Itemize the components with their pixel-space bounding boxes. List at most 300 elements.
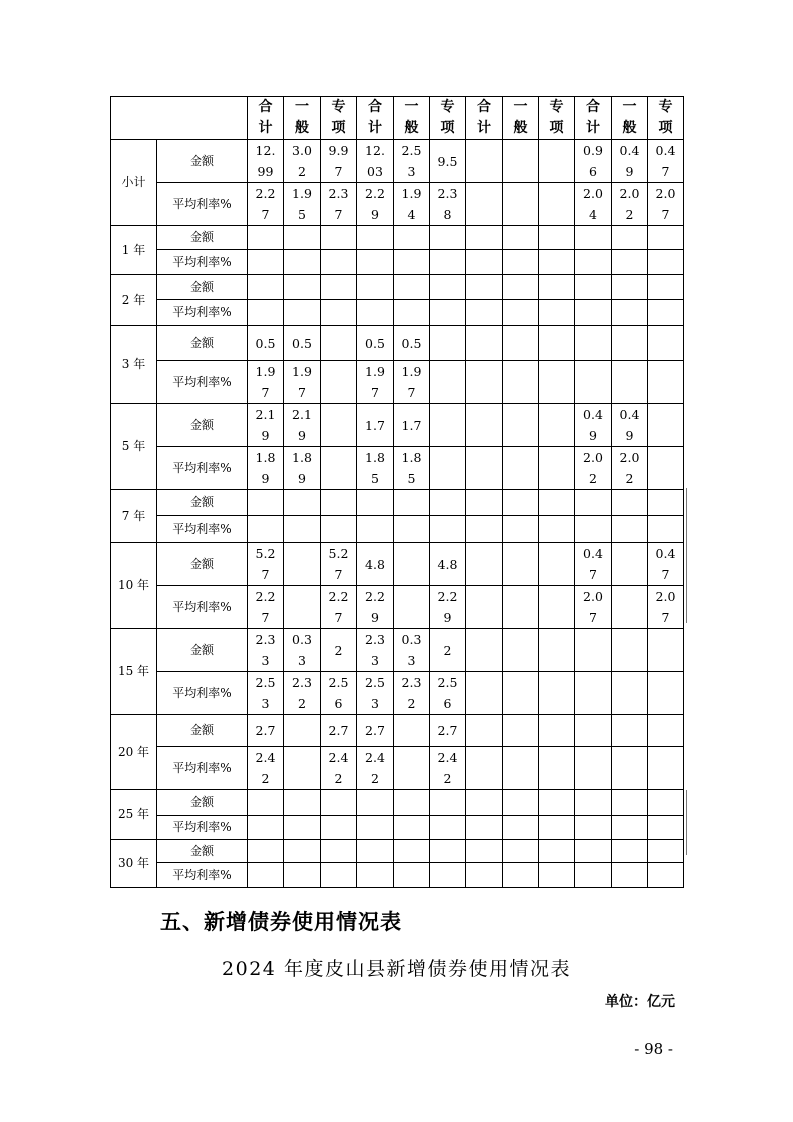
table-cell: [648, 490, 684, 516]
table-cell: [575, 672, 612, 715]
margin-line: [686, 790, 687, 855]
table-cell: 1.9 7: [357, 361, 394, 404]
table-row: [111, 361, 684, 404]
metric-label: 平均利率%: [157, 672, 248, 715]
table-cell: [539, 226, 575, 250]
table-row: [111, 447, 684, 490]
table-cell: 2.3 3: [248, 629, 284, 672]
table-row: [111, 183, 684, 226]
table-cell: [612, 840, 648, 863]
table-cell: 2.2 9: [430, 586, 466, 629]
table-cell: 0.4 9: [575, 404, 612, 447]
table-cell: 1.8 5: [394, 447, 430, 490]
table-cell: [248, 275, 284, 300]
header-corner: [111, 97, 248, 140]
table-cell: 2.7: [248, 715, 284, 747]
table-cell: [539, 490, 575, 516]
table-cell: [575, 629, 612, 672]
column-header: 专 项: [430, 97, 466, 140]
table-cell: 0.4 9: [612, 140, 648, 183]
table-cell: [394, 840, 430, 863]
table-cell: [321, 404, 357, 447]
table-cell: 2.5 3: [248, 672, 284, 715]
table-cell: [357, 300, 394, 326]
table-cell: [248, 816, 284, 840]
page-number: - 98 -: [634, 1040, 673, 1058]
table-cell: [612, 250, 648, 275]
table-row: [111, 326, 684, 361]
table-cell: [648, 672, 684, 715]
table-cell: 2.5 6: [321, 672, 357, 715]
table-cell: 1.9 4: [394, 183, 430, 226]
table-cell: [284, 586, 321, 629]
table-cell: [357, 490, 394, 516]
table-cell: [612, 275, 648, 300]
term-label: 3 年: [111, 326, 157, 404]
column-header: 专 项: [648, 97, 684, 140]
table-cell: [357, 863, 394, 888]
table-cell: [575, 326, 612, 361]
table-cell: [466, 543, 503, 586]
table-cell: 9.9 7: [321, 140, 357, 183]
table-cell: [284, 250, 321, 275]
table-cell: [503, 226, 539, 250]
metric-label: 平均利率%: [157, 250, 248, 275]
table-cell: [321, 863, 357, 888]
table-row: [111, 672, 684, 715]
term-label: 5 年: [111, 404, 157, 490]
table-cell: [503, 543, 539, 586]
column-header: 合 计: [248, 97, 284, 140]
table-cell: 1.7: [394, 404, 430, 447]
table-cell: [466, 816, 503, 840]
table-cell: 1.9 7: [394, 361, 430, 404]
metric-label: 平均利率%: [157, 816, 248, 840]
table-cell: [575, 250, 612, 275]
table-cell: 2.3 2: [394, 672, 430, 715]
term-label: 20 年: [111, 715, 157, 790]
table-cell: [575, 790, 612, 816]
unit-label: 单位：亿元: [605, 994, 675, 1010]
table-cell: [248, 516, 284, 543]
table-cell: 2.0 2: [612, 447, 648, 490]
metric-label: 金额: [157, 490, 248, 516]
table-cell: [430, 447, 466, 490]
metric-label: 平均利率%: [157, 361, 248, 404]
table-cell: 4.8: [430, 543, 466, 586]
table-cell: [575, 226, 612, 250]
table-cell: [539, 250, 575, 275]
table-cell: [612, 586, 648, 629]
table-cell: [466, 250, 503, 275]
table-cell: [466, 790, 503, 816]
table-cell: 0.3 3: [284, 629, 321, 672]
table-cell: [394, 543, 430, 586]
table-cell: [648, 361, 684, 404]
table-cell: [503, 361, 539, 404]
header-row: [111, 97, 684, 140]
table-row: [111, 629, 684, 672]
table-cell: 0.9 6: [575, 140, 612, 183]
table-title: 2024 年度皮山县新增债券使用情况表: [222, 958, 571, 980]
table-cell: 0.5: [357, 326, 394, 361]
table-cell: 2.1 9: [284, 404, 321, 447]
table-cell: [612, 629, 648, 672]
table-cell: 2.0 2: [575, 447, 612, 490]
table-cell: 1.8 5: [357, 447, 394, 490]
metric-label: 金额: [157, 275, 248, 300]
table-cell: [612, 790, 648, 816]
metric-label: 金额: [157, 326, 248, 361]
table-cell: [466, 140, 503, 183]
table-cell: [648, 326, 684, 361]
column-header: 一 般: [612, 97, 648, 140]
table-cell: [466, 300, 503, 326]
table-cell: [612, 516, 648, 543]
table-cell: [503, 183, 539, 226]
table-cell: [466, 183, 503, 226]
table-cell: [539, 747, 575, 790]
table-cell: 2.3 7: [321, 183, 357, 226]
table-cell: [539, 715, 575, 747]
table-cell: [284, 816, 321, 840]
table-cell: [394, 275, 430, 300]
table-cell: [394, 747, 430, 790]
table-cell: [503, 629, 539, 672]
table-cell: [284, 543, 321, 586]
table-cell: [284, 516, 321, 543]
table-row: [111, 140, 684, 183]
table-cell: 2.7: [430, 715, 466, 747]
table-cell: [430, 840, 466, 863]
table-cell: [503, 790, 539, 816]
table-cell: [612, 226, 648, 250]
table-cell: 2.3 3: [357, 629, 394, 672]
table-cell: [466, 863, 503, 888]
table-cell: 2.0 7: [648, 586, 684, 629]
table-cell: [430, 300, 466, 326]
table-cell: 1.9 7: [284, 361, 321, 404]
metric-label: 金额: [157, 140, 248, 183]
term-label: 2 年: [111, 275, 157, 326]
table-cell: [466, 747, 503, 790]
table-cell: [284, 840, 321, 863]
table-cell: [394, 790, 430, 816]
table-cell: 2.0 4: [575, 183, 612, 226]
term-label: 7 年: [111, 490, 157, 543]
table-cell: 1.8 9: [248, 447, 284, 490]
table-cell: 3.0 2: [284, 140, 321, 183]
table-cell: 2.2 7: [248, 183, 284, 226]
table-cell: [357, 840, 394, 863]
table-cell: [394, 516, 430, 543]
table-cell: [503, 516, 539, 543]
table-cell: [539, 586, 575, 629]
table-cell: [575, 715, 612, 747]
table-cell: [321, 326, 357, 361]
table-cell: 2.4 2: [248, 747, 284, 790]
table-cell: [648, 747, 684, 790]
table-cell: [321, 516, 357, 543]
table-cell: [612, 863, 648, 888]
table-cell: 2.1 9: [248, 404, 284, 447]
metric-label: 金额: [157, 543, 248, 586]
table-cell: [648, 863, 684, 888]
table-cell: [539, 816, 575, 840]
table-row: [111, 300, 684, 326]
table-cell: [466, 629, 503, 672]
table-cell: [321, 361, 357, 404]
table-cell: [575, 863, 612, 888]
table-cell: [539, 275, 575, 300]
table-cell: [539, 790, 575, 816]
table-cell: [503, 490, 539, 516]
table-cell: [575, 840, 612, 863]
table-cell: [248, 790, 284, 816]
table-cell: 0.4 7: [648, 140, 684, 183]
table-cell: [503, 816, 539, 840]
table-row: [111, 275, 684, 300]
table-cell: [648, 300, 684, 326]
table-cell: [394, 863, 430, 888]
table-row: [111, 715, 684, 747]
table-cell: 1.9 5: [284, 183, 321, 226]
table-cell: [466, 715, 503, 747]
table-cell: [503, 863, 539, 888]
column-header: 一 般: [284, 97, 321, 140]
table-row: [111, 250, 684, 275]
table-cell: [503, 300, 539, 326]
table-cell: 2.4 2: [357, 747, 394, 790]
table-cell: [612, 326, 648, 361]
table-cell: [357, 816, 394, 840]
table-cell: [648, 790, 684, 816]
table-cell: [612, 300, 648, 326]
table-row: [111, 226, 684, 250]
table-cell: [612, 816, 648, 840]
table-cell: [539, 300, 575, 326]
table-cell: [466, 326, 503, 361]
table-cell: [430, 816, 466, 840]
table-cell: [539, 672, 575, 715]
table-cell: [648, 629, 684, 672]
table-cell: 2.2 7: [248, 586, 284, 629]
table-cell: [466, 361, 503, 404]
table-cell: [321, 790, 357, 816]
table-cell: [503, 326, 539, 361]
table-cell: 12. 03: [357, 140, 394, 183]
table-cell: [430, 404, 466, 447]
table-cell: [466, 586, 503, 629]
table-cell: [466, 672, 503, 715]
table-cell: [503, 250, 539, 275]
table-cell: [394, 250, 430, 275]
table-cell: 9.5: [430, 140, 466, 183]
table-cell: [284, 490, 321, 516]
table-cell: 2.5 3: [357, 672, 394, 715]
table-cell: [284, 715, 321, 747]
table-cell: [248, 863, 284, 888]
table-cell: [321, 275, 357, 300]
table-cell: [394, 226, 430, 250]
column-header: 合 计: [357, 97, 394, 140]
table-cell: [321, 816, 357, 840]
table-cell: [539, 840, 575, 863]
table-cell: [248, 250, 284, 275]
table-cell: 2.3 2: [284, 672, 321, 715]
table-cell: 4.8: [357, 543, 394, 586]
metric-label: 金额: [157, 715, 248, 747]
table-cell: 0.5: [394, 326, 430, 361]
table-cell: 1.8 9: [284, 447, 321, 490]
table-cell: 0.3 3: [394, 629, 430, 672]
table-cell: [503, 447, 539, 490]
table-cell: [321, 490, 357, 516]
table-cell: [394, 586, 430, 629]
table-cell: [575, 516, 612, 543]
table-row: [111, 840, 684, 863]
table-cell: 2.4 2: [321, 747, 357, 790]
table-cell: 0.5: [248, 326, 284, 361]
table-cell: [430, 863, 466, 888]
table-cell: [248, 840, 284, 863]
table-row: [111, 790, 684, 816]
table-row: [111, 747, 684, 790]
table-cell: [612, 361, 648, 404]
table-cell: [612, 672, 648, 715]
table-row: [111, 516, 684, 543]
table-cell: [539, 404, 575, 447]
table-cell: [503, 140, 539, 183]
table-cell: [284, 747, 321, 790]
table-cell: [503, 586, 539, 629]
table-cell: 2: [321, 629, 357, 672]
table-cell: [503, 275, 539, 300]
term-label: 10 年: [111, 543, 157, 629]
table-cell: 1.9 7: [248, 361, 284, 404]
table-cell: [466, 840, 503, 863]
metric-label: 平均利率%: [157, 863, 248, 888]
table-cell: [321, 447, 357, 490]
table-cell: [539, 516, 575, 543]
table-cell: [539, 361, 575, 404]
table-cell: [357, 226, 394, 250]
table-cell: 2.4 2: [430, 747, 466, 790]
debt-rate-table: [110, 96, 684, 888]
table-cell: [284, 275, 321, 300]
table-cell: 2.2 9: [357, 586, 394, 629]
table-cell: [466, 516, 503, 543]
table-cell: [539, 326, 575, 361]
table-cell: [321, 250, 357, 275]
table-cell: [284, 790, 321, 816]
table-cell: [575, 300, 612, 326]
table-cell: [539, 629, 575, 672]
table-cell: [648, 816, 684, 840]
metric-label: 平均利率%: [157, 747, 248, 790]
table-cell: [430, 326, 466, 361]
term-label: 1 年: [111, 226, 157, 275]
section-title: 五、新增债券使用情况表: [160, 909, 402, 934]
table-cell: [284, 226, 321, 250]
table-cell: [430, 250, 466, 275]
table-cell: [648, 715, 684, 747]
column-header: 专 项: [539, 97, 575, 140]
table-cell: [503, 747, 539, 790]
table-cell: [648, 226, 684, 250]
table-cell: [248, 490, 284, 516]
table-cell: 1.7: [357, 404, 394, 447]
table-cell: 2.0 7: [648, 183, 684, 226]
table-cell: [321, 226, 357, 250]
table-cell: [357, 275, 394, 300]
table-cell: [575, 361, 612, 404]
table-row: [111, 816, 684, 840]
metric-label: 平均利率%: [157, 300, 248, 326]
metric-label: 金额: [157, 790, 248, 816]
table-cell: [539, 863, 575, 888]
table-cell: [612, 490, 648, 516]
table-cell: [539, 140, 575, 183]
metric-label: 平均利率%: [157, 183, 248, 226]
table-cell: 2.5 3: [394, 140, 430, 183]
metric-label: 平均利率%: [157, 586, 248, 629]
table-cell: [430, 516, 466, 543]
table-cell: [575, 816, 612, 840]
column-header: 一 般: [503, 97, 539, 140]
table-cell: 5.2 7: [321, 543, 357, 586]
metric-label: 金额: [157, 404, 248, 447]
table-cell: [248, 300, 284, 326]
table-row: [111, 543, 684, 586]
table-cell: [284, 300, 321, 326]
table-cell: 2.2 7: [321, 586, 357, 629]
column-header: 合 计: [466, 97, 503, 140]
table-row: [111, 586, 684, 629]
term-label: 30 年: [111, 840, 157, 888]
table-cell: 2.5 6: [430, 672, 466, 715]
column-header: 专 项: [321, 97, 357, 140]
table-cell: [394, 490, 430, 516]
table-cell: [466, 447, 503, 490]
term-label: 25 年: [111, 790, 157, 840]
table-cell: [321, 300, 357, 326]
table-row: [111, 404, 684, 447]
table-cell: [648, 404, 684, 447]
table-cell: [648, 447, 684, 490]
table-cell: 0.4 9: [612, 404, 648, 447]
column-header: 合 计: [575, 97, 612, 140]
table-cell: [575, 275, 612, 300]
margin-line: [686, 488, 687, 623]
table-cell: [466, 275, 503, 300]
table-cell: 2.7: [357, 715, 394, 747]
table-cell: [357, 790, 394, 816]
table-cell: 0.4 7: [648, 543, 684, 586]
table-cell: 2.2 9: [357, 183, 394, 226]
metric-label: 平均利率%: [157, 447, 248, 490]
table-cell: [539, 543, 575, 586]
table-cell: [575, 747, 612, 790]
table-row: [111, 490, 684, 516]
table-cell: [539, 447, 575, 490]
table-cell: 0.5: [284, 326, 321, 361]
table-cell: [430, 275, 466, 300]
table-cell: 12. 99: [248, 140, 284, 183]
metric-label: 平均利率%: [157, 516, 248, 543]
column-header: 一 般: [394, 97, 430, 140]
table-cell: [503, 840, 539, 863]
